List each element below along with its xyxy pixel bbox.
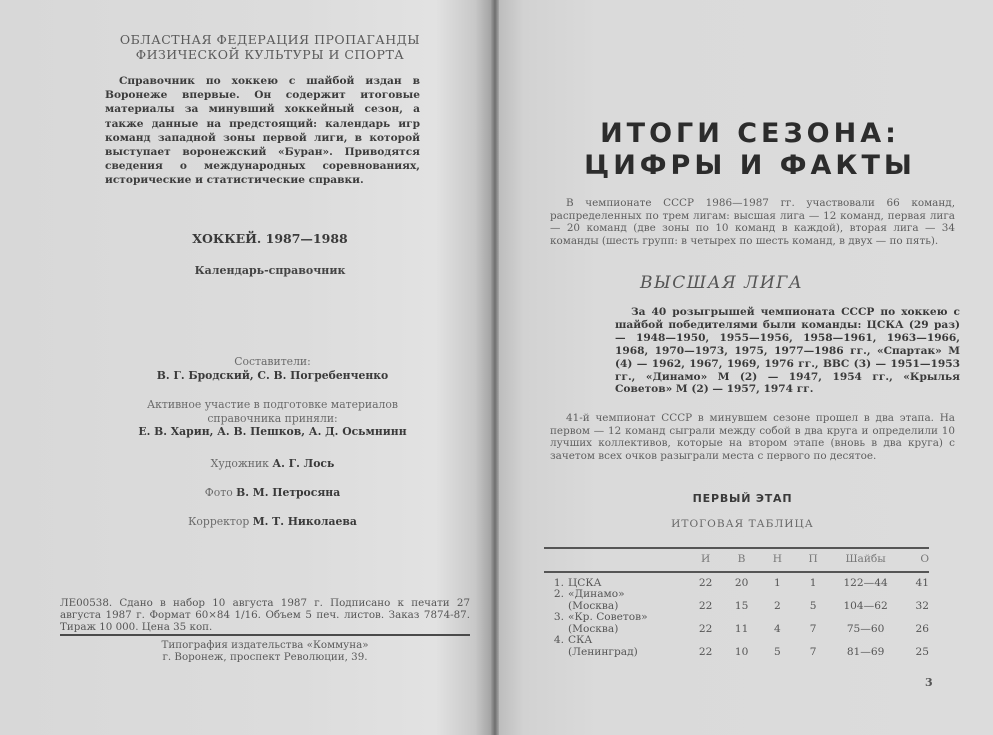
corrector-label: Корректор	[188, 515, 250, 528]
team-city: (Ленинград)	[568, 645, 638, 658]
table-row	[544, 635, 929, 658]
left-page	[0, 0, 495, 735]
imprint-divider	[60, 634, 470, 636]
photo-credit	[100, 486, 445, 500]
wins: 20	[734, 577, 749, 589]
headline-line-2: ЦИФРЫ И ФАКТЫ	[584, 150, 916, 181]
league-heading: ВЫСШАЯ ЛИГА	[640, 273, 804, 293]
draws: 5	[774, 646, 781, 658]
losses: 7	[809, 646, 817, 658]
organization-line-2: ФИЗИЧЕСКОЙ КУЛЬТУРЫ И СПОРТА	[135, 47, 405, 62]
header-wins: В	[737, 553, 746, 565]
printer-line-2: г. Воронеж, проспект Революции, 39.	[162, 651, 368, 663]
team-name: «Динамо»	[568, 588, 625, 600]
team-cell	[544, 612, 688, 635]
book-spine	[491, 0, 499, 735]
compilers-block	[100, 355, 445, 382]
wins: 10	[734, 646, 749, 658]
team-cell	[544, 569, 688, 589]
compilers-names: В. Г. Бродский, С. В. Погребенченко	[156, 368, 389, 382]
rank: 1.	[553, 576, 564, 589]
goals: 104—62	[843, 600, 888, 612]
team-cell	[544, 589, 688, 612]
points: 32	[915, 600, 929, 612]
artist-credit	[100, 457, 445, 471]
imprint-details: ЛЕ00538. Сдано в набор 10 августа 1987 г. Подписано к печати 27 августа 1987 г. Формат 60×84 1/16. Объем 5 печ. листов. Заказ 7874-87. Тираж 10 000. Цена 35 коп.	[60, 597, 470, 633]
wins: 15	[734, 600, 749, 612]
publisher-organization	[100, 32, 440, 62]
points: 26	[915, 623, 929, 635]
stage-heading: ПЕРВЫЙ ЭТАП	[692, 492, 793, 505]
team-cell	[544, 635, 688, 658]
losses: 7	[809, 623, 817, 635]
participants-block	[100, 398, 445, 439]
printer-info	[60, 639, 470, 663]
compilers-label: Составители:	[234, 355, 311, 368]
table-row	[544, 612, 929, 635]
corrector-credit	[100, 515, 445, 529]
team-name: «Кр. Советов»	[568, 611, 648, 623]
page-number: 3	[925, 676, 933, 689]
table-title: ИТОГОВАЯ ТАБЛИЦА	[671, 518, 814, 530]
goals: 81—69	[846, 646, 885, 658]
intro-paragraph: Справочник по хоккею с шайбой издан в Воронеже впервые. Он содержит итоговые материалы за минувший хоккейный сезон, а также данные на предстоящий: календарь игр команд западной зоны первой лиги, в которой выступает воронежский «Буран». Приводятся сведения о международных соревнованиях, исторические и статистические справки.	[105, 75, 420, 187]
rank: 4.	[553, 634, 564, 646]
header-points: О	[920, 553, 929, 565]
team-name: ЦСКА	[568, 576, 602, 589]
losses: 5	[809, 600, 817, 612]
season-overview-paragraph: В чемпионате СССР 1986—1987 гг. участвовали 66 команд, распределенных по трем лигам: высшая лига — 12 команд, первая лига — 20 команд (две зоны по 10 команд в каждой), вторая лига — 34 команды (шесть групп: в четырех по шесть команд, в двух — по пять).	[550, 197, 955, 247]
printer-line-1: Типография издательства «Коммуна»	[161, 639, 369, 651]
draws: 4	[774, 623, 781, 635]
points: 25	[915, 646, 929, 658]
goals: 122—44	[843, 577, 888, 589]
book-title: ХОККЕЙ. 1987—1988	[192, 231, 348, 246]
header-games: И	[700, 553, 711, 565]
champions-history-paragraph: За 40 розыгрышей чемпионата СССР по хоккею с шайбой победителями были команды: ЦСКА (29 раз) — 1948—1950, 1955—1956, 1958—1961, 1963—1966, 1968, 1970—1973, 1975, 1977—1986 гг., «Спартак» М (4) — 1962, 1967, 1969, 1976 гг., ВВС (3) — 1951—1953 гг., «Динамо» М (2) — 1947, 1954 гг., «Крылья Советов» М (2) — 1957, 1974 гг.	[615, 306, 960, 396]
artist-label: Художник	[210, 457, 269, 470]
artist-name: А. Г. Лось	[272, 457, 335, 470]
headline-line-1: ИТОГИ СЕЗОНА:	[600, 118, 900, 149]
rank: 3.	[553, 611, 564, 623]
team-city: (Москва)	[568, 622, 619, 635]
corrector-name: М. Т. Николаева	[252, 515, 357, 528]
points: 41	[915, 577, 929, 589]
participants-label-2: справочника приняли:	[207, 411, 338, 425]
standings-table	[544, 549, 929, 658]
team-name: СКА	[568, 634, 593, 646]
photo-label: Фото	[204, 486, 233, 499]
losses: 1	[809, 577, 817, 589]
table-header-row	[544, 549, 929, 569]
table-row	[544, 569, 929, 589]
header-losses: П	[808, 553, 818, 565]
championship-format-paragraph: 41-й чемпионат СССР в минувшем сезоне прошел в два этапа. На первом — 12 команд сыграли между собой в два круга и определили 10 лучших коллективов, которые на втором этапе (вновь в два круга) с зачетом всех очков разыграли места с первого по десятое.	[550, 412, 955, 462]
goals: 75—60	[846, 623, 885, 635]
chapter-headline	[545, 118, 955, 182]
team-city: (Москва)	[568, 599, 619, 612]
header-goals: Шайбы	[845, 553, 886, 565]
photo-name: В. М. Петросяна	[236, 486, 341, 499]
draws: 1	[774, 577, 781, 589]
games: 22	[698, 623, 713, 635]
participants-label-1: Активное участие в подготовке материалов	[147, 398, 398, 411]
participants-names: Е. В. Харин, А. В. Пешков, А. Д. Осьмнинн	[138, 425, 407, 438]
games: 22	[698, 600, 713, 612]
draws: 2	[774, 600, 781, 612]
rank: 2.	[553, 588, 564, 600]
wins: 11	[734, 623, 749, 635]
header-team	[544, 549, 688, 569]
table-row	[544, 589, 929, 612]
games: 22	[698, 646, 713, 658]
games: 22	[698, 577, 713, 589]
book-subtitle: Календарь-справочник	[194, 264, 346, 277]
organization-line-1: ОБЛАСТНАЯ ФЕДЕРАЦИЯ ПРОПАГАНДЫ	[119, 32, 421, 47]
header-draws: Н	[772, 553, 783, 565]
